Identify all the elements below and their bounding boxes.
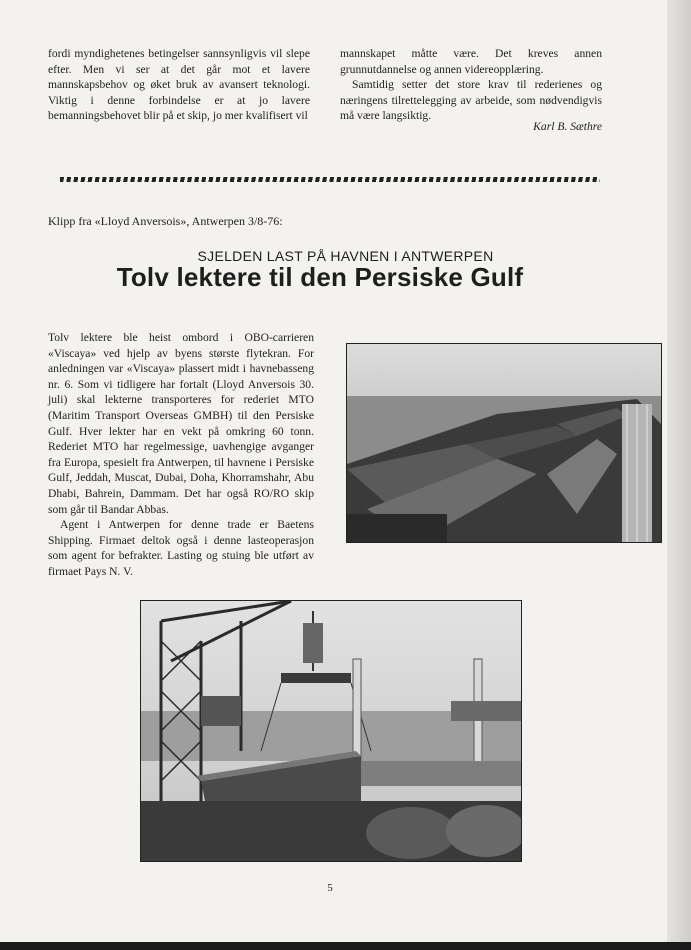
clipping-source: Klipp fra «Lloyd Anversois», Antwerpen 3/8-76: [48, 214, 283, 228]
photo-crane-lifting-barge [140, 600, 522, 862]
section-divider [60, 177, 600, 182]
photo-barges-on-deck [346, 343, 662, 543]
page-number: 5 [327, 882, 333, 894]
page-edge-shadow [667, 0, 691, 950]
article-paragraph-1: Tolv lektere ble heist ombord i OBO-carrieren «Viscaya» ved hjelp av byens største flytekran. For anledningen var «Viscaya» plassert midt i havnebasseng nr. 6. Som vi tidligere har fortalt (Lloyd Anversois 30. juli) skal lekterne transporteres for rederiet MTO (Maritim Transport Overseas GMBH) til den Persiske Gulf. Hver lekter har en vekt på omkring 60 tonn. Rederiet MTO har regelmessige, uavhengige avganger fra Europa, spesielt fra Antwerpen, til havnene i Persiske Gulf, Jeddah, Muscat, Dubai, Doha, Khorramshahr, Abu Dhabi, Bahrein, Dammam. Det har også RO/RO skip som går til Bandar Abbas. [48, 331, 314, 516]
article-headline: Tolv lektere til den Persiske Gulf [116, 262, 524, 292]
article-kicker: SJELDEN LAST PÅ HAVNEN I ANTWERPEN [197, 248, 494, 264]
page-bottom-edge [0, 942, 691, 950]
intro-right-text-1: mannskapet måtte være. Det kreves annen grunnutdannelse og annen videreopplæring. [340, 47, 602, 76]
article-body [48, 330, 314, 580]
intro-right-text-2: Samtidig setter det store krav til rederienes og næringens tilrettelegging av arbeide, som nødvendigvis må være langsiktig. [340, 78, 602, 123]
intro-right-column [340, 46, 602, 124]
intro-left-text: fordi myndighetenes betingelser sannsynligvis vil slepe efter. Men vi ser at det går mot et lavere mannskapsbehov og øket bruk av avansert teknologi. Viktig i denne forbindelse er at jo lavere bemanningsbehovet blir på et skip, jo mer kvalifisert vil [48, 47, 310, 123]
intro-left-column [48, 46, 310, 124]
article-paragraph-2: Agent i Antwerpen for denne trade er Baetens Shipping. Firmaet deltok også i denne lasteoperasjon som agent for befrakter. Lasting og stuing ble utført av firmaet Pays N. V. [48, 518, 314, 578]
author-signature: Karl B. Sæthre [533, 120, 602, 133]
